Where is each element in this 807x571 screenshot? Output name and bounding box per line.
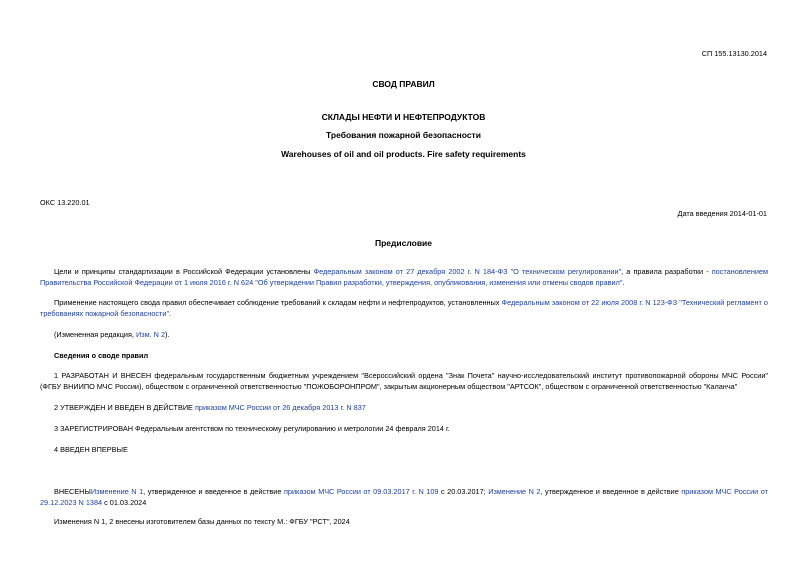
paragraph-text: с 20.03.2017; (438, 487, 489, 496)
paragraph-text: 2 УТВЕРЖДЕН И ВВЕДЕН В ДЕЙСТВИЕ (54, 403, 195, 412)
mchs-order-837-link[interactable]: приказом МЧС России от 26 декабря 2013 г. N 837 (194, 403, 366, 412)
code-info-heading: Сведения о своде правил (54, 351, 149, 360)
info-item-4: 4 ВВЕДЕН ВПЕРВЫЕ (54, 445, 128, 454)
paragraph-text: (Измененная редакция, (54, 330, 137, 339)
foreword-paragraph-2 (40, 298, 768, 319)
paragraph-text: , а правила разработки - (621, 267, 712, 276)
document-code: СП 155.13130.2014 (701, 49, 767, 58)
publisher-note: Изменения N 1, 2 внесены изготовителем базы данных по тексту М.: ФГБУ "РСТ", 2024 (54, 517, 350, 526)
amendment-2-link[interactable]: Изменение N 2 (488, 487, 541, 496)
government-resolution-624-link[interactable]: постановлением Правительства Российской Федерации от 1 июля 2016 г. N 624 "Об утверждении Правил разработки, утверждения, опубликования, изменения или отмены сводов правил" (40, 267, 769, 287)
oks-code: ОКС 13.220.01 (40, 198, 90, 207)
document-subtitle: Требования пожарной безопасности (326, 130, 481, 140)
paragraph-text: , утвержденное и введенное в действие (143, 487, 284, 496)
document-type-title: СВОД ПРАВИЛ (372, 79, 435, 89)
amendments-paragraph (40, 487, 768, 508)
paragraph-text: ВНЕСЕНЫ (54, 487, 91, 496)
foreword-paragraph-3 (40, 330, 768, 341)
paragraph-text: Применение настоящего свода правил обеспечивает соблюдение требований к складам нефти и нефтепродуктов, установленных (54, 298, 502, 307)
info-item-2 (40, 403, 768, 414)
mchs-order-109-link[interactable]: приказом МЧС России от 09.03.2017 г. N 109 (283, 487, 439, 496)
info-item-3: 3 ЗАРЕГИСТРИРОВАН Федеральным агентством по техническому регулированию и метрологии 24 февраля 2014 г. (54, 424, 450, 433)
english-title: Warehouses of oil and oil products. Fire safety requirements (281, 149, 526, 159)
paragraph-text: . (622, 277, 625, 287)
paragraph-text: с 01.03.2024 (102, 497, 147, 507)
foreword-heading: Предисловие (374, 238, 433, 248)
amendment-1-link[interactable]: Изменение N 1 (90, 487, 144, 496)
mchs-order-1384-link[interactable]: приказом МЧС России от 29.12.2023 N 1384 (40, 487, 768, 507)
paragraph-text: . (169, 308, 172, 318)
foreword-paragraph-1 (40, 267, 768, 288)
introduction-date: Дата введения 2014-01-01 (677, 209, 767, 218)
info-item-1: 1 РАЗРАБОТАН И ВНЕСЕН федеральным государственным бюджетным учреждением "Всероссийский ордена "Знак Почета" научно-исследовательский институт противопожарной обороны МЧС России" (ФГБУ ВНИИПО МЧС России), обществом с ограниченной ответственностью "ПОЖОБОРОНПРОМ", закрытым акционерным обществом "АРТСОК", обществом с ограниченной ответственностью "Каланча" (40, 371, 768, 391)
paragraph-text: , утвержденное и введенное в действие (540, 487, 682, 496)
paragraph-text: Цели и принципы стандартизации в Российской Федерации установлены (54, 267, 314, 276)
federal-law-123-link[interactable]: Федеральным законом от 22 июля 2008 г. N 123-ФЗ "Технический регламент о требованиях пожарной безопасности" (40, 298, 768, 318)
paragraph-text: ). (165, 330, 170, 339)
document-name-title: СКЛАДЫ НЕФТИ И НЕФТЕПРОДУКТОВ (321, 112, 486, 122)
amendment-2-link[interactable]: Изм. N 2 (136, 330, 166, 339)
federal-law-184-link[interactable]: Федеральным законом от 27 декабря 2002 г. N 184-ФЗ "О техническом регулировании" (313, 267, 622, 276)
